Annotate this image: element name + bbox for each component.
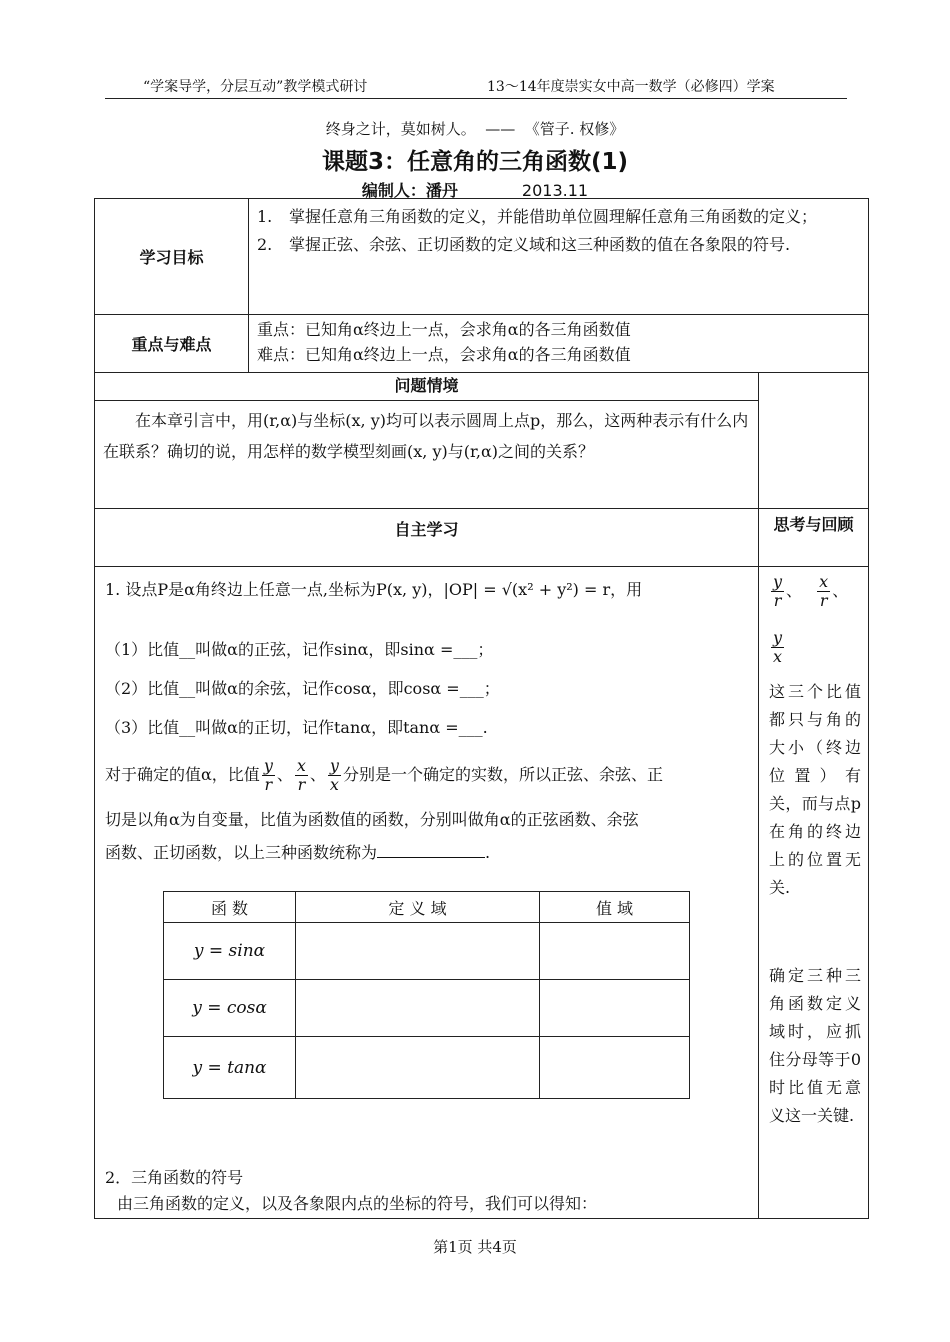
domain-cell[interactable] [296, 1037, 540, 1099]
study-side-heading: 思考与回顾 [759, 509, 869, 567]
quote: 终身之计，莫如树人。 —— 《管子. 权修》 [325, 120, 625, 138]
fraction-y-x: $\frac{y}{x}$ [329, 756, 339, 794]
answer-blank[interactable] [377, 843, 485, 858]
fraction-x-r: $\frac{x}{r}$ [296, 756, 306, 794]
difficult-point: 难点：已知角α终边上一点，会求角α的各三角函数值 [257, 345, 631, 364]
row-function: y = sinα [164, 923, 296, 980]
study-heading: 自主学习 [95, 509, 759, 567]
author-date: 2013.11 [521, 181, 589, 200]
study-side-notes [759, 567, 869, 1219]
side-fraction-y-x: $\frac{y}{x}$ [773, 628, 783, 666]
col-header-domain: 定 义 域 [296, 892, 540, 923]
row-function: y = cosα [164, 980, 296, 1037]
goals-label: 学习目标 [95, 199, 249, 315]
sine-definition: （1）比值__叫做α的正弦，记作sinα，即sinα =___； [105, 640, 494, 659]
range-cell[interactable] [540, 980, 690, 1037]
keypoints-label: 重点与难点 [95, 315, 249, 373]
page-header [105, 76, 847, 99]
range-cell[interactable] [540, 1037, 690, 1099]
ratio-paragraph-line1: 对于确定的值α，比值 $\frac{y}{r}$ 、 $\frac{x}{r}$ 、 $\frac{y}{x}$ 分别是一个确定的实数，所以正弦、余弦、正 [105, 756, 663, 794]
side-note-ratio: 这三个比值都只与角的大小（终边位置）有关，而与点p在角的终边上的位置无关. [769, 682, 861, 897]
item2-heading: 2．三角函数的符号 [105, 1168, 244, 1187]
problem-side [759, 373, 869, 509]
fraction-y-r: $\frac{y}{r}$ [263, 756, 273, 794]
side-fractions: $\frac{y}{r}$ 、 $\frac{x}{r}$ 、 [773, 572, 849, 610]
cosine-definition: （2）比值__叫做α的余弦，记作cosα，即cosα =___； [105, 679, 500, 698]
goal-item: 2. 掌握正弦、余弦、正切函数的定义域和这三种函数的值在各象限的符号. [257, 235, 791, 254]
item1-line: 1. 设点P是α角终边上任意一点,坐标为P(x, y)，|OP| = √(x² + y²) = r，用 [105, 580, 643, 599]
domain-cell[interactable] [296, 980, 540, 1037]
domain-cell[interactable] [296, 923, 540, 980]
ratio-paragraph-line3: 函数、正切函数，以上三种函数统称为 . [105, 843, 491, 862]
author-name: 编制人：潘丹 [361, 181, 458, 200]
table-row [164, 980, 690, 1037]
page-footer: 第1页 共4页 [433, 1238, 517, 1256]
header-left: “学案导学，分层互动”教学模式研讨 [143, 79, 368, 95]
goal-item: 1. 掌握任意角三角函数的定义，并能借助单位圆理解任意角三角函数的定义； [257, 207, 818, 226]
goals-content [249, 199, 869, 315]
problem-heading: 问题情境 [95, 373, 759, 401]
key-point: 重点：已知角α终边上一点，会求角α的各三角函数值 [257, 320, 631, 339]
page-title: 课题3：任意角的三角函数(1) [321, 149, 629, 175]
table-row [164, 1037, 690, 1099]
col-header-range: 值 域 [540, 892, 690, 923]
problem-text: 在本章引言中，用(r,α)与坐标(x, y)均可以表示圆周上点p，那么，这两种表示有什么内在联系？确切的说，用怎样的数学模型刻画(x, y)与(r,α)之间的关系？ [95, 401, 759, 509]
header-right: 13～14年度崇实女中高一数学（必修四）学案 [487, 79, 775, 95]
lesson-table [94, 198, 869, 1219]
ratio-paragraph-line2: 切是以角α为自变量，比值为函数值的函数，分别叫做角α的正弦函数、余弦 [105, 810, 639, 829]
study-content [95, 567, 759, 1219]
domain-range-table [163, 891, 690, 1099]
row-function: y = tanα [164, 1037, 296, 1099]
table-row [164, 923, 690, 980]
col-header-function: 函 数 [164, 892, 296, 923]
tangent-definition: （3）比值__叫做α的正切，记作tanα，即tanα =___. [105, 718, 488, 737]
side-note-domain: 确定三种三角函数定义域时，应抓住分母等于0时比值无意义这一关键. [769, 966, 861, 1125]
keypoints-content [249, 315, 869, 373]
range-cell[interactable] [540, 923, 690, 980]
item2-text: 由三角函数的定义，以及各象限内点的坐标的符号，我们可以得知： [117, 1194, 598, 1213]
